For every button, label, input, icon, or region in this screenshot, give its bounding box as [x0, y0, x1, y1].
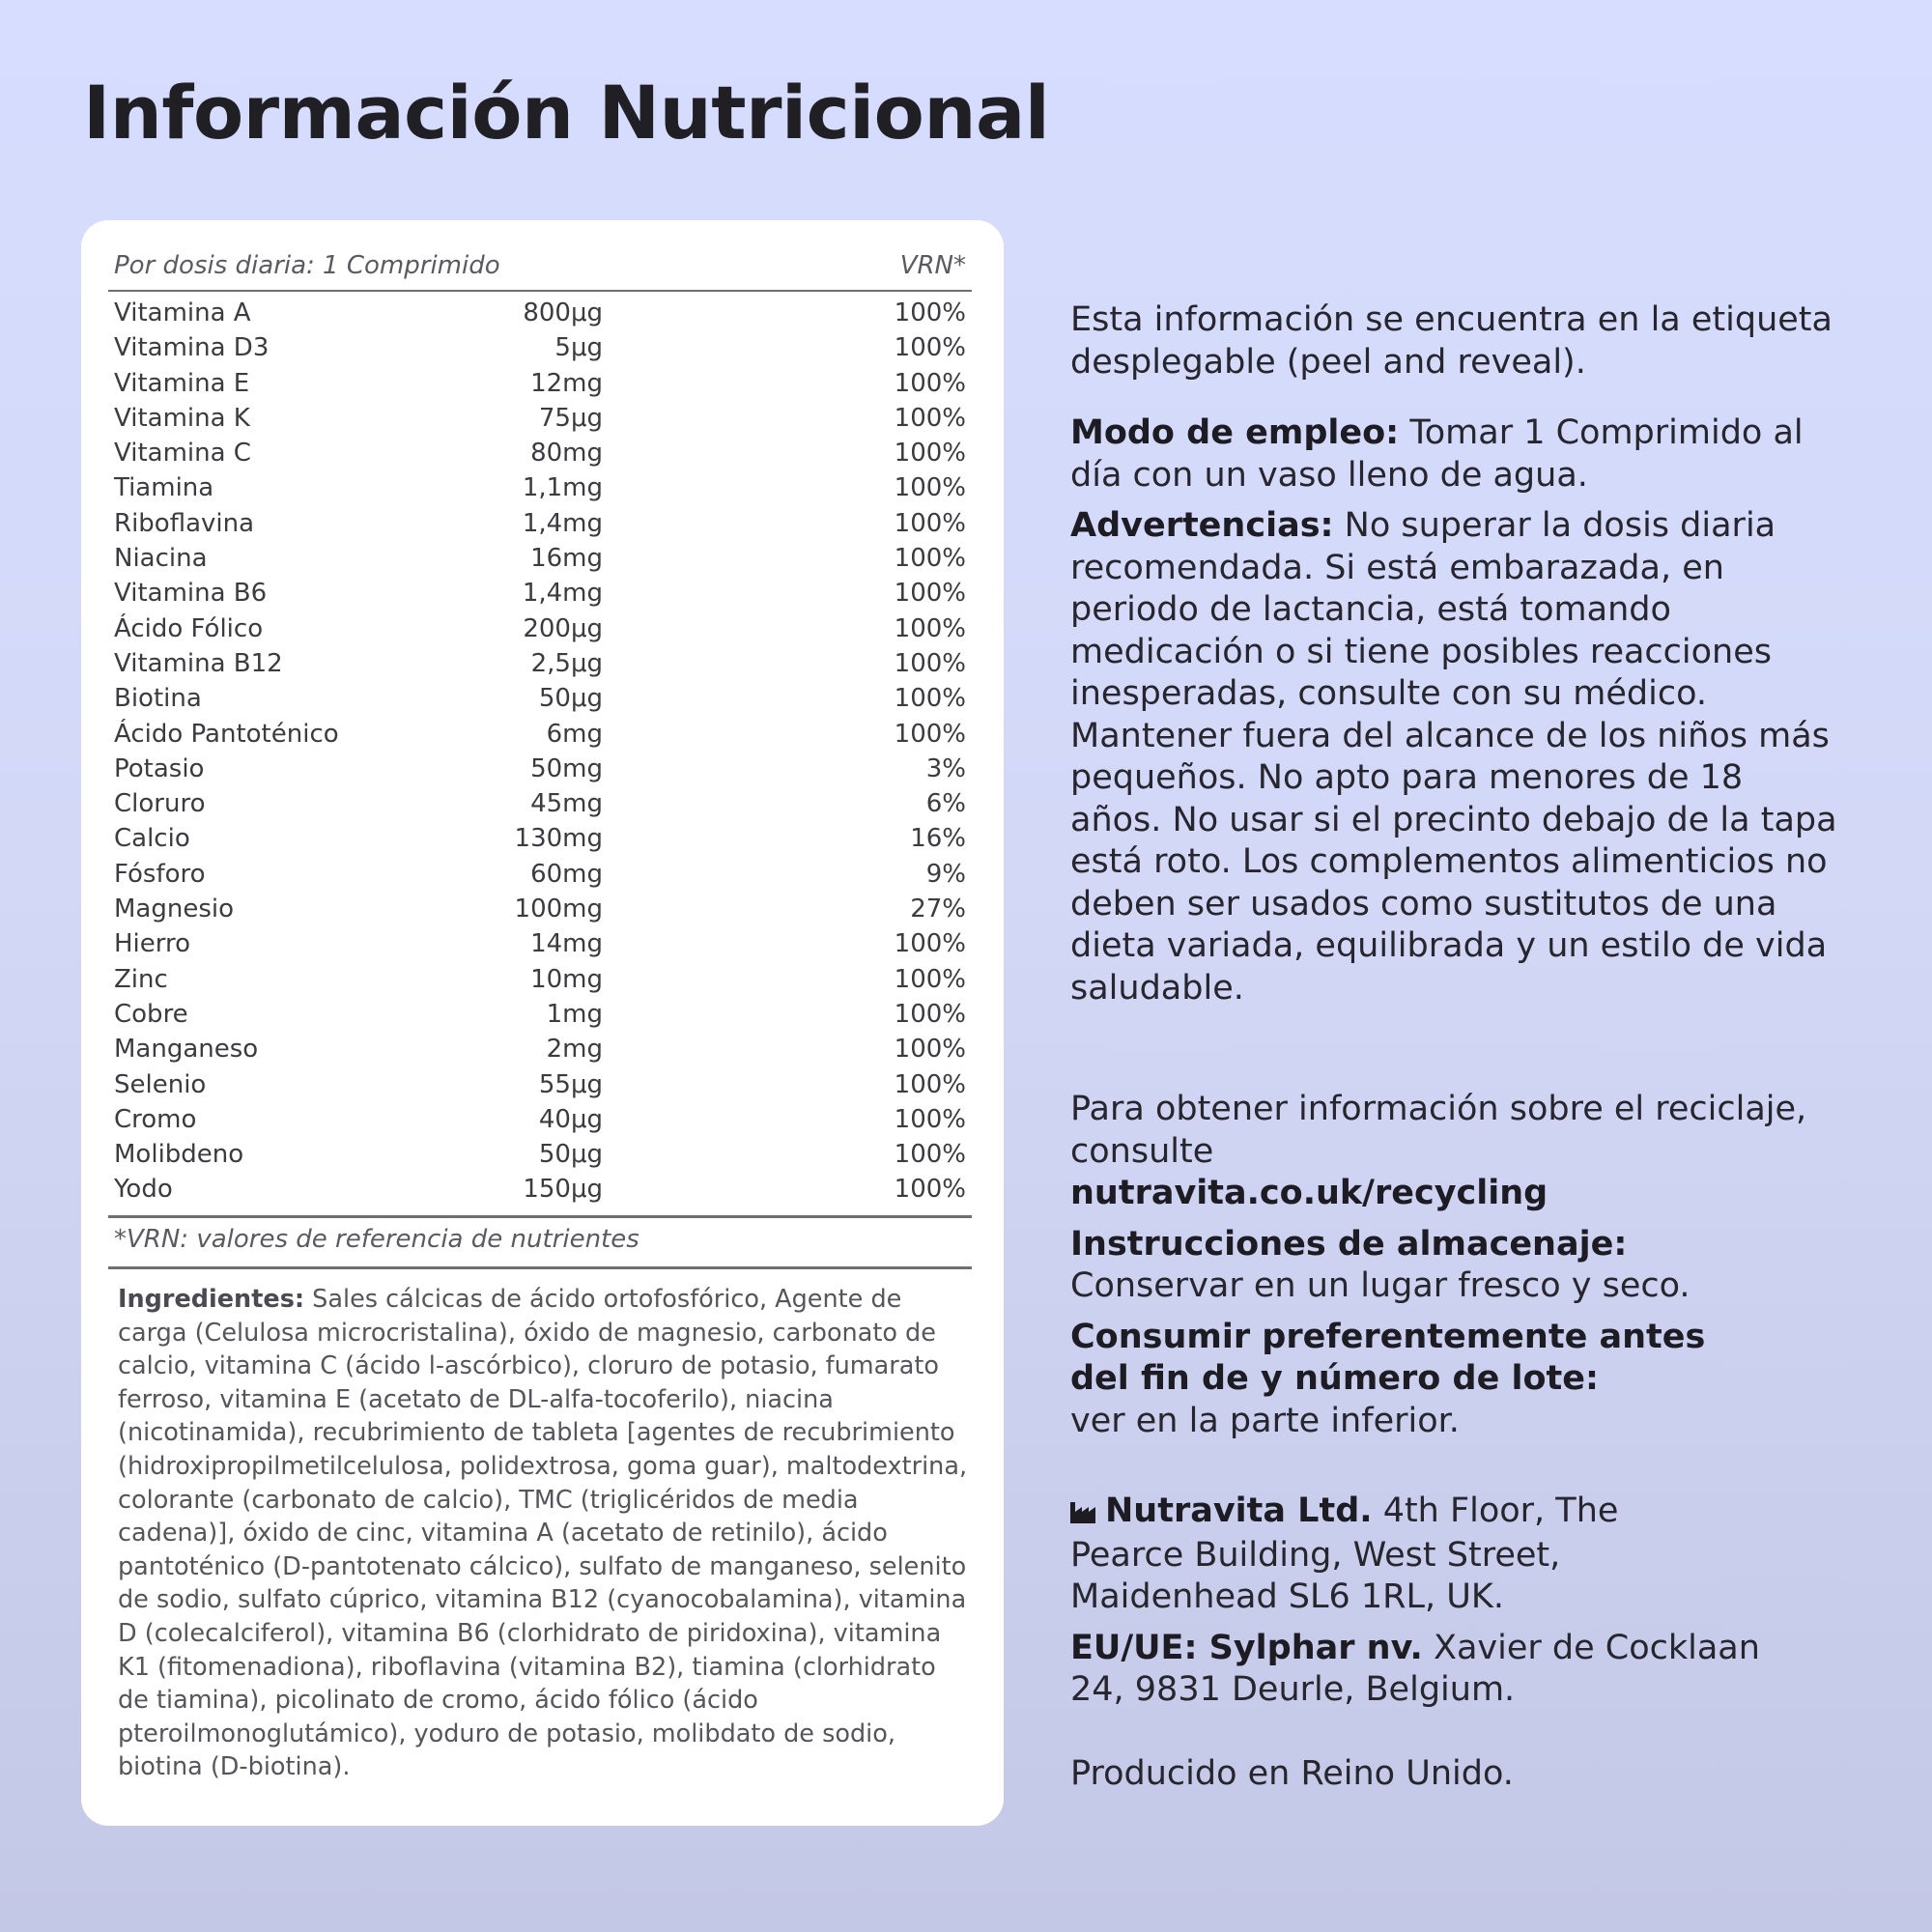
nutrient-amount: 100mg [514, 895, 603, 924]
header-divider [108, 290, 972, 292]
nutrient-vrn: 100% [894, 439, 966, 469]
nutrient-name: Niacina [114, 544, 208, 574]
eu-label: EU/UE: Sylphar nv. [1070, 1628, 1423, 1667]
nutrient-vrn: 100% [894, 473, 966, 503]
usage-text: Tomar 1 Comprimido al día con un vaso lleno de agua. [1070, 413, 1804, 495]
nutrition-card [81, 220, 1004, 1826]
nutrient-vrn: 100% [894, 333, 966, 363]
nutrient-amount: 40μg [538, 1104, 603, 1134]
warnings-label: Advertencias: [1070, 506, 1334, 545]
nutrient-row [108, 717, 972, 752]
bestbefore-text: ver en la parte inferior. [1070, 1401, 1460, 1440]
ingredients-list: Sales cálcicas de ácido ortofosfórico, Agente de carga (Celulosa microcristalina), óxido de magnesio, carbonato de calcio, vitamina C (ácido l-ascórbico), cloruro de potasio, fumarato ferroso, vitamina E (acetato de DL-alfa-tocoferilo), niacina (nicotinamida), recubrimiento de tableta [agentes de recubrimiento (hidroxipropilmetilcelulosa, polidextrosa, goma guar), maltodextrina, colorante (carbonato de calcio), TMC (triglicéridos de media cadena)], óxido de cinc, vitamina A (acetato de retinilo), ácido pantoténico (D-pantotenato cálcico), sulfato de manganeso, selenito de sodio, sulfato cúprico, vitamina B12 (cyanocobalamina), vitamina D (colecalciferol), vitamina B6 (clorhidrato de piridoxina), vitamina K1 (fitomenadiona), riboflavina (vitamina B2), tiamina (clorhidrato de tiamina), picolinato de cromo, ácido fólico (ácido pteroilmonoglutámico), yoduro de potasio, molibdato de sodio, biotina (D-biotina). [118, 1285, 968, 1782]
nutrient-row [108, 296, 972, 330]
recycling-paragraph [1070, 1173, 1843, 1215]
nutrient-name: Zinc [114, 964, 168, 994]
nutrient-name: Vitamina C [114, 439, 251, 469]
nutrient-vrn: 100% [894, 684, 966, 714]
nutrient-row [108, 1172, 972, 1207]
nutrient-name: Manganeso [114, 1035, 259, 1065]
nutrient-vrn: 100% [894, 403, 966, 433]
bestbefore-label: Consumir preferentemente antes del fin de y número de lote: [1070, 1317, 1706, 1398]
nutrient-amount: 1,1mg [522, 473, 603, 503]
storage-label: Instrucciones de almacenaje: [1070, 1224, 1628, 1264]
nutrient-vrn: 100% [894, 1140, 966, 1170]
usage-label: Modo de empleo: [1070, 413, 1400, 452]
vrn-header: VRN* [899, 251, 966, 280]
nutrient-vrn: 100% [894, 1175, 966, 1205]
nutrient-row [108, 1137, 972, 1172]
nutrient-vrn: 100% [894, 1069, 966, 1099]
manufacturer-name: Nutravita Ltd. [1105, 1492, 1373, 1530]
nutrient-name: Tiamina [114, 473, 214, 503]
storage-paragraph [1070, 1224, 1843, 1308]
nutrient-row [108, 470, 972, 505]
nutrient-amount: 1mg [546, 999, 603, 1029]
nutrient-row [108, 1102, 972, 1137]
nutrient-amount: 14mg [530, 929, 603, 959]
vrn-footnote: *VRN: valores de referencia de nutrientes [114, 1225, 639, 1254]
nutrient-vrn: 100% [894, 999, 966, 1029]
label-intro: Esta información se encuentra en la etiqueta desplegable (peel and reveal). [1070, 300, 1833, 382]
table-bottom-divider [108, 1215, 972, 1218]
nutrient-row [108, 786, 972, 821]
nutrient-name: Vitamina B12 [114, 648, 283, 678]
eu-paragraph [1070, 1628, 1785, 1712]
nutrient-vrn: 100% [894, 298, 966, 327]
nutrient-amount: 200μg [523, 613, 603, 643]
nutrient-row [108, 541, 972, 576]
nutrient-row [108, 962, 972, 997]
ingredients-text [118, 1283, 968, 1784]
nutrient-vrn: 100% [894, 508, 966, 538]
nutrient-amount: 130mg [514, 824, 603, 854]
nutrient-amount: 45mg [530, 789, 603, 819]
footnote-divider [108, 1266, 972, 1269]
nutrient-name: Potasio [114, 753, 205, 783]
nutrient-row [108, 646, 972, 681]
nutrient-amount: 60mg [530, 859, 603, 889]
nutrient-name: Biotina [114, 684, 202, 714]
nutrient-amount: 1,4mg [522, 579, 603, 609]
warnings-text: No superar la dosis diaria recomendada. Si está embarazada, en periodo de lactancia, está tomando medicación o si tiene posibles reacciones inesperadas, consulte con su médico. Mantener fuera del alcance de los niños más pequeños. No apto para menores de 18 años. No usar si el precinto debajo de la tapa está roto. Los complementos alimenticios no deben ser usados como sustitutos de una dieta variada, equilibrada y un estilo de vida saludable. [1070, 506, 1837, 1008]
nutrient-row [108, 892, 972, 926]
nutrient-row [108, 576, 972, 611]
nutrient-vrn: 100% [894, 648, 966, 678]
nutrient-amount: 10mg [530, 964, 603, 994]
recycling-text: Para obtener información sobre el reciclaje, consulte [1070, 1090, 1807, 1171]
product-info [1070, 299, 1843, 1795]
nutrient-row [108, 997, 972, 1032]
nutrient-row [108, 436, 972, 470]
storage-text: Conservar en un lugar fresco y seco. [1070, 1266, 1690, 1305]
nutrient-name: Ácido Pantoténico [114, 719, 339, 749]
nutrient-name: Selenio [114, 1069, 207, 1099]
nutrient-amount: 150μg [523, 1175, 603, 1205]
nutrient-row [108, 401, 972, 436]
nutrient-amount: 80mg [530, 439, 603, 469]
nutrient-name: Cloruro [114, 789, 206, 819]
nutrient-vrn: 100% [894, 1104, 966, 1134]
nutrient-name: Magnesio [114, 895, 235, 924]
ingredients-label: Ingredientes: [118, 1285, 305, 1314]
nutrient-name: Riboflavina [114, 508, 255, 538]
nutrient-name: Vitamina D3 [114, 333, 270, 363]
nutrient-row [108, 821, 972, 856]
dose-header: Por dosis diaria: 1 Comprimido [114, 251, 500, 280]
usage-paragraph [1070, 412, 1843, 497]
nutrient-amount: 75μg [538, 403, 603, 433]
nutrient-amount: 2,5μg [530, 648, 603, 678]
nutrient-name: Hierro [114, 929, 191, 959]
nutrient-name: Vitamina B6 [114, 579, 268, 609]
nutrient-name: Yodo [114, 1175, 173, 1205]
bestbefore-paragraph [1070, 1317, 1843, 1443]
nutrient-amount: 55μg [538, 1069, 603, 1099]
recycling-link: nutravita.co.uk/recycling [1070, 1174, 1548, 1212]
nutrient-vrn: 100% [894, 719, 966, 749]
nutrient-row [108, 926, 972, 961]
nutrient-row [108, 681, 972, 716]
nutrient-amount: 5μg [554, 333, 603, 363]
nutrient-amount: 12mg [530, 368, 603, 398]
nutrient-rows [108, 296, 972, 1208]
nutrient-amount: 50μg [538, 1140, 603, 1170]
nutrient-amount: 2mg [546, 1035, 603, 1065]
nutrient-amount: 800μg [523, 298, 603, 327]
nutrient-row [108, 1067, 972, 1102]
nutrient-name: Cobre [114, 999, 188, 1029]
page-title: Información Nutricional [83, 70, 1050, 156]
nutrient-row [108, 857, 972, 892]
nutrient-vrn: 9% [925, 859, 966, 889]
nutrient-name: Molibdeno [114, 1140, 244, 1170]
nutrient-row [108, 752, 972, 786]
nutrient-vrn: 100% [894, 929, 966, 959]
nutrient-name: Calcio [114, 824, 190, 854]
nutrient-vrn: 27% [910, 895, 966, 924]
nutrient-amount: 6mg [546, 719, 603, 749]
nutrient-name: Vitamina E [114, 368, 250, 398]
nutrient-row [108, 366, 972, 401]
nutrient-vrn: 3% [925, 753, 966, 783]
nutrient-name: Vitamina K [114, 403, 250, 433]
nutrient-vrn: 100% [894, 1035, 966, 1065]
nutrient-amount: 16mg [530, 544, 603, 574]
nutrient-vrn: 100% [894, 964, 966, 994]
nutrient-row [108, 611, 972, 646]
warnings-paragraph [1070, 505, 1843, 1009]
factory-icon [1070, 1492, 1097, 1535]
nutrient-name: Fósforo [114, 859, 206, 889]
manufacturer-paragraph [1070, 1491, 1650, 1619]
nutrient-vrn: 100% [894, 368, 966, 398]
nutrient-vrn: 16% [910, 824, 966, 854]
nutrient-row [108, 1032, 972, 1066]
nutrient-amount: 1,4mg [522, 508, 603, 538]
nutrient-row [108, 506, 972, 541]
origin-text: Producido en Reino Unido. [1070, 1753, 1514, 1793]
nutrient-amount: 50μg [538, 684, 603, 714]
nutrient-vrn: 100% [894, 613, 966, 643]
nutrient-vrn: 100% [894, 579, 966, 609]
table-header [108, 251, 972, 290]
nutrient-vrn: 100% [894, 544, 966, 574]
manufacturer-address: 4th Floor, The Pearce Building, West Street, Maidenhead SL6 1RL, UK. [1070, 1492, 1619, 1616]
nutrient-name: Cromo [114, 1104, 197, 1134]
nutrient-amount: 50mg [530, 753, 603, 783]
nutrient-vrn: 6% [925, 789, 966, 819]
nutrient-row [108, 330, 972, 365]
nutrient-name: Vitamina A [114, 298, 251, 327]
nutrient-name: Ácido Fólico [114, 613, 264, 643]
eu-address: Xavier de Cocklaan 24, 9831 Deurle, Belgium. [1070, 1628, 1760, 1709]
